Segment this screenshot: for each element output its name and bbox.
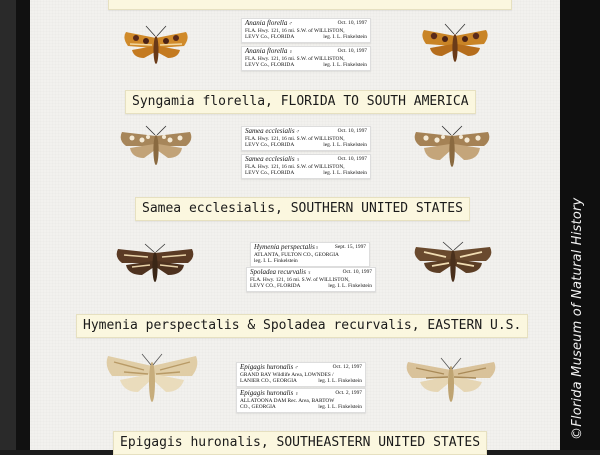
label-species: Samea ecclesialis — [245, 155, 295, 163]
label-locality: FLA. Hwy. 121, 16 mi. S.W. of WILLISTON, — [250, 276, 350, 283]
label-sex: ♂ — [295, 129, 300, 135]
label-collector: leg. I. L. Finkelstein — [323, 142, 367, 149]
label-species: Epigagis huronalis — [240, 389, 294, 397]
specimen-label — [236, 362, 366, 387]
moth-spoladea — [412, 241, 494, 287]
label-date: Oct. 12, 1997 — [332, 364, 362, 370]
label-locality: FLA. Hwy. 121, 16 mi. S.W. of WILLISTON, — [245, 27, 345, 34]
label-sex: ♀ — [294, 391, 299, 397]
banner-top-partial — [108, 0, 512, 10]
moth-epigagis-male — [104, 352, 200, 408]
label-sex: ♀ — [307, 270, 312, 276]
label-collector: leg. I. L. Finkelstein — [328, 283, 372, 290]
frame-edge — [16, 0, 30, 450]
label-sex: ♀ — [295, 157, 300, 163]
label-collector: leg. I. L. Finkelstein — [318, 404, 362, 411]
species-banner: Epigagis huronalis, SOUTHEASTERN UNITED STATES — [113, 431, 487, 455]
label-county: LEVY Co., FLORIDA — [245, 34, 295, 41]
label-collector: leg. I. L. Finkelstein — [323, 62, 367, 69]
label-locality: ATLANTA, FULTON CO., GEORGIA — [254, 251, 339, 258]
label-sex: ♀ — [314, 245, 319, 251]
label-sex: ♂ — [288, 21, 293, 27]
label-collector: leg. I. L. Finkelstein — [318, 378, 362, 385]
label-species: Spoladea recurvalis — [250, 268, 306, 276]
copyright-credit — [568, 150, 588, 440]
label-collector: leg. I. L. Finkelstein — [254, 258, 298, 265]
label-species: Samea ecclesialis — [245, 127, 295, 135]
label-locality: GRAND BAY Wildlife Area, LOWNDES / — [240, 371, 334, 378]
species-banner: Samea ecclesialis, SOUTHERN UNITED STATES — [135, 197, 470, 221]
label-date: Oct. 10, 1997 — [342, 269, 372, 275]
moth-hymenia — [114, 243, 196, 287]
moth-samea-female — [412, 124, 492, 174]
label-locality: FLA. Hwy. 121, 16 mi. S.W. of WILLISTON, — [245, 55, 345, 62]
moth-syngamia-male — [122, 24, 190, 70]
label-species: Epigagis huronalis — [240, 363, 294, 371]
label-species: Hymenia perspectalis — [254, 243, 315, 251]
label-county: LEVY Co., FLORIDA — [245, 142, 295, 149]
label-county: LANIER CO., GEORGIA — [240, 378, 297, 385]
moth-syngamia-female — [420, 22, 490, 68]
label-county: LEVY Co., FLORIDA — [245, 62, 295, 69]
label-sex: ♀ — [288, 49, 293, 55]
label-collector: leg. I. L. Finkelstein — [323, 170, 367, 177]
specimen-label — [236, 388, 366, 413]
frame-left — [0, 0, 30, 450]
label-locality: ALLATOONA DAM Rec. Area, BARTOW — [240, 397, 335, 404]
specimen-label — [241, 46, 371, 71]
label-species: Anania florella — [245, 19, 288, 27]
species-banner: Hymenia perspectalis & Spoladea recurvalis, EASTERN U.S. — [76, 314, 528, 338]
credit-text: ©Florida Museum of Natural History — [570, 197, 585, 440]
label-date: Oct. 10, 1997 — [337, 128, 367, 134]
specimen-label — [241, 18, 371, 43]
label-sex: ♂ — [294, 365, 299, 371]
specimen-label — [250, 242, 370, 267]
moth-epigagis-female — [404, 356, 498, 408]
label-county: LEVY Co., FLORIDA — [245, 170, 295, 177]
label-collector: leg. I. L. Finkelstein — [323, 34, 367, 41]
label-locality: FLA. Hwy. 121, 16 mi. S.W. of WILLISTON, — [245, 135, 345, 142]
specimen-label — [241, 126, 371, 151]
label-date: Oct. 10, 1997 — [337, 20, 367, 26]
label-date: Oct. 10, 1997 — [337, 48, 367, 54]
label-species: Anania florella — [245, 47, 288, 55]
moth-samea-male — [118, 124, 194, 172]
label-date: Oct. 2, 1997 — [335, 390, 362, 396]
specimen-label — [241, 154, 371, 179]
label-locality: FLA. Hwy. 121, 16 mi. S.W. of WILLISTON, — [245, 163, 345, 170]
specimen-label — [246, 267, 376, 292]
label-date: Sept. 15, 1997 — [334, 244, 366, 250]
label-county: CO., GEORGIA — [240, 404, 276, 411]
species-banner: Syngamia florella, FLORIDA TO SOUTH AMERICA — [125, 90, 476, 114]
label-county: LEVY CO., FLORIDA — [250, 283, 301, 290]
label-date: Oct. 10, 1997 — [337, 156, 367, 162]
